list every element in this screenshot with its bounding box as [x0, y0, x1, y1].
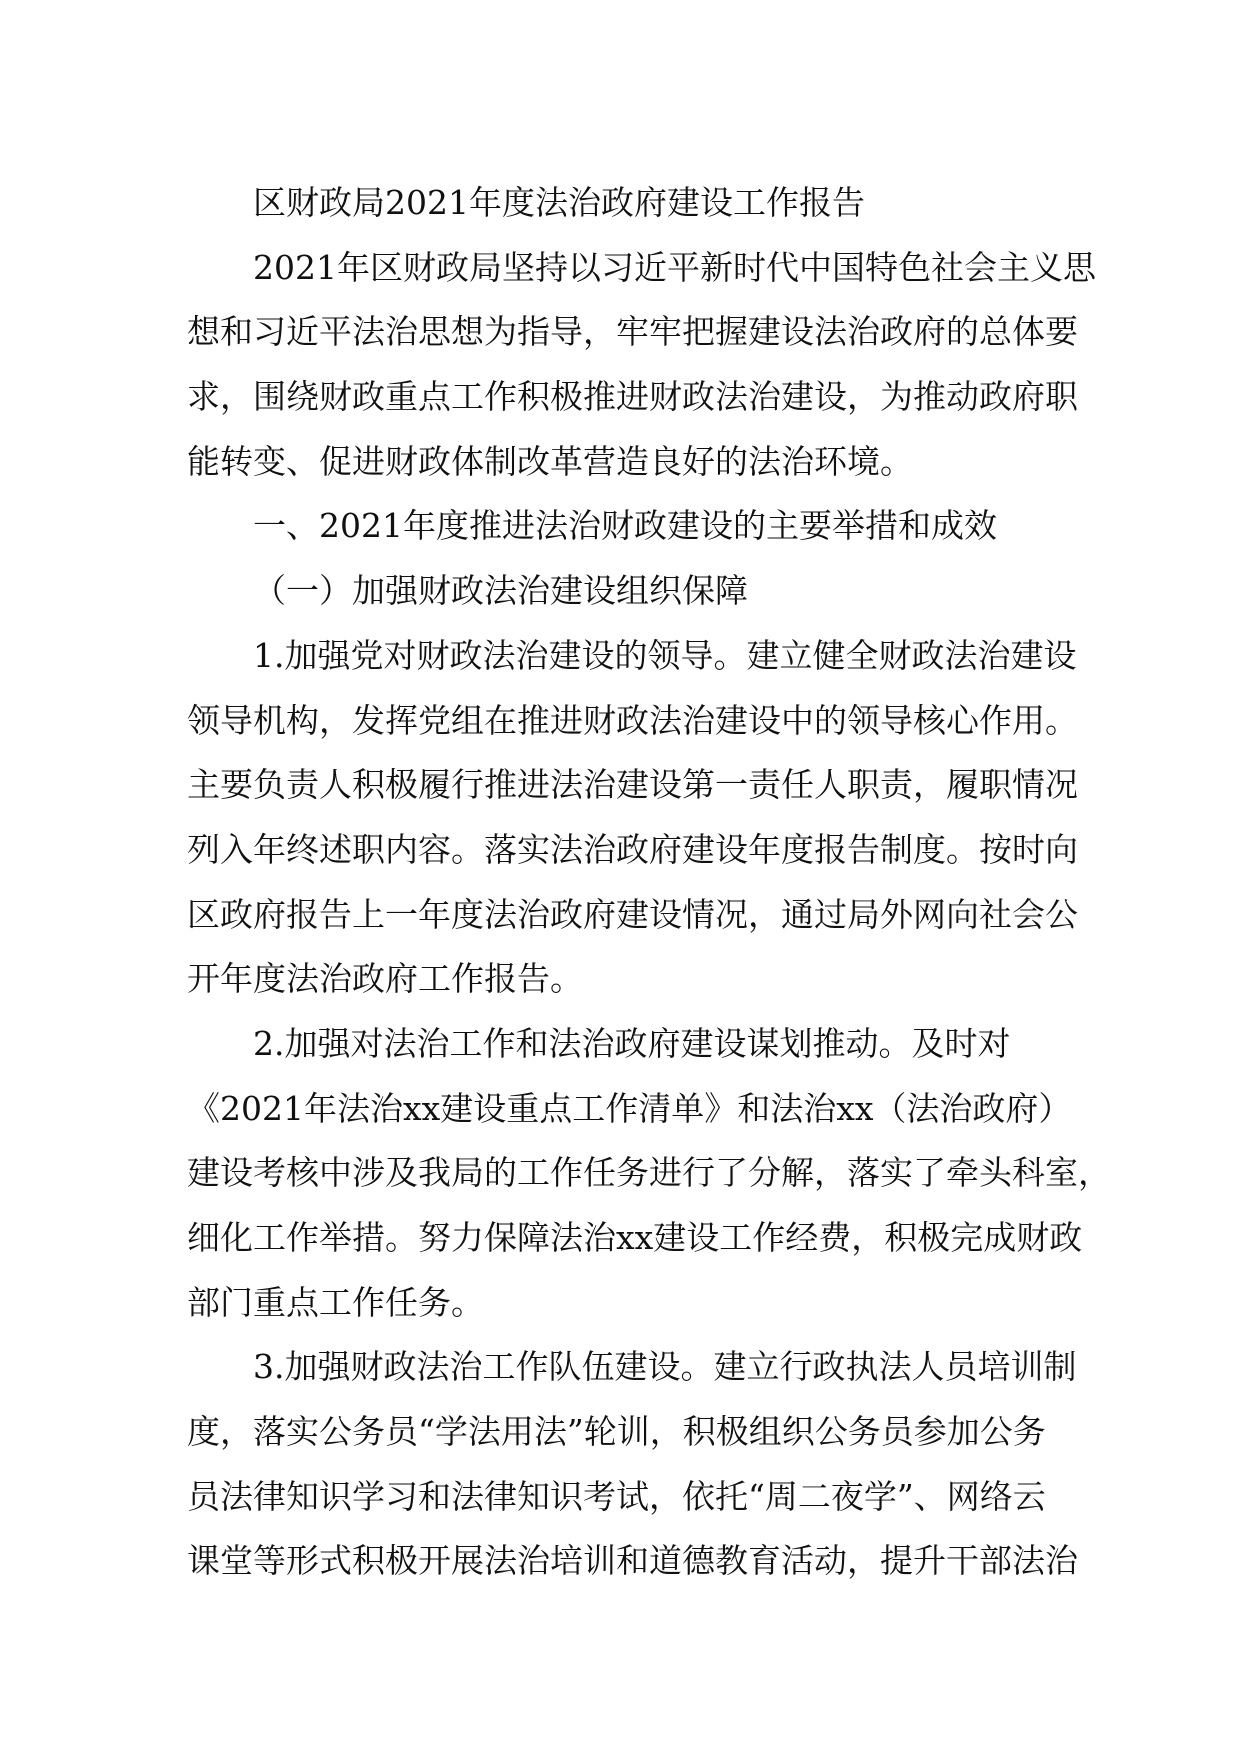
text-line: 《2021年法治xx建设重点工作清单》和法治xx（法治政府） [187, 1088, 1072, 1128]
text-line: 求，围绕财政重点工作积极推进财政法治建设，为推动政府职 [187, 377, 1078, 417]
text-line: 部门重点工作任务。 [187, 1282, 484, 1322]
text-line: 能转变、促进财政体制改革营造良好的法治环境。 [187, 441, 913, 481]
text-line: 列入年终述职内容。落实法治政府建设年度报告制度。按时向 [187, 829, 1078, 869]
document-title: 区财政局2021年度法治政府建设工作报告 [253, 183, 865, 222]
text-line: 开年度法治政府工作报告。 [187, 959, 583, 999]
text-line: 想和习近平法治思想为指导，牢牢把握建设法治政府的总体要 [187, 312, 1078, 352]
text-line: 员法律知识学习和法律知识考试，依托“周二夜学”、网络云 [187, 1476, 1046, 1516]
text-line: 领导机构，发挥党组在推进财政法治建设中的领导核心作用。 [187, 700, 1078, 740]
document-body [187, 171, 1111, 1594]
text-line: 2021年区财政局坚持以习近平新时代中国特色社会主义思 [253, 247, 1096, 287]
text-line: 3.加强财政法治工作队伍建设。建立行政执法人员培训制 [253, 1347, 1077, 1387]
text-line: 一、2021年度推进法治财政建设的主要举措和成效 [253, 506, 997, 546]
text-line: 课堂等形式积极开展法治培训和道德教育活动，提升干部法治 [187, 1541, 1078, 1581]
text-line: 度，落实公务员“学法用法”轮训，积极组织公务员参加公务 [187, 1412, 1046, 1452]
text-line: （一）加强财政法治建设组织保障 [253, 571, 748, 611]
text-line: 主要负责人积极履行推进法治建设第一责任人职责，履职情况 [187, 765, 1078, 805]
text-line: 建设考核中涉及我局的工作任务进行了分解，落实了牵头科室， [187, 1153, 1111, 1193]
text-line: 区政府报告上一年度法治政府建设情况，通过局外网向社会公 [187, 894, 1078, 934]
text-line: 2.加强对法治工作和法治政府建设谋划推动。及时对 [253, 1023, 1011, 1063]
text-line: 细化工作举措。努力保障法治xx建设工作经费，积极完成财政 [187, 1218, 1083, 1257]
text-line: 1.加强党对财政法治建设的领导。建立健全财政法治建设 [253, 635, 1077, 675]
